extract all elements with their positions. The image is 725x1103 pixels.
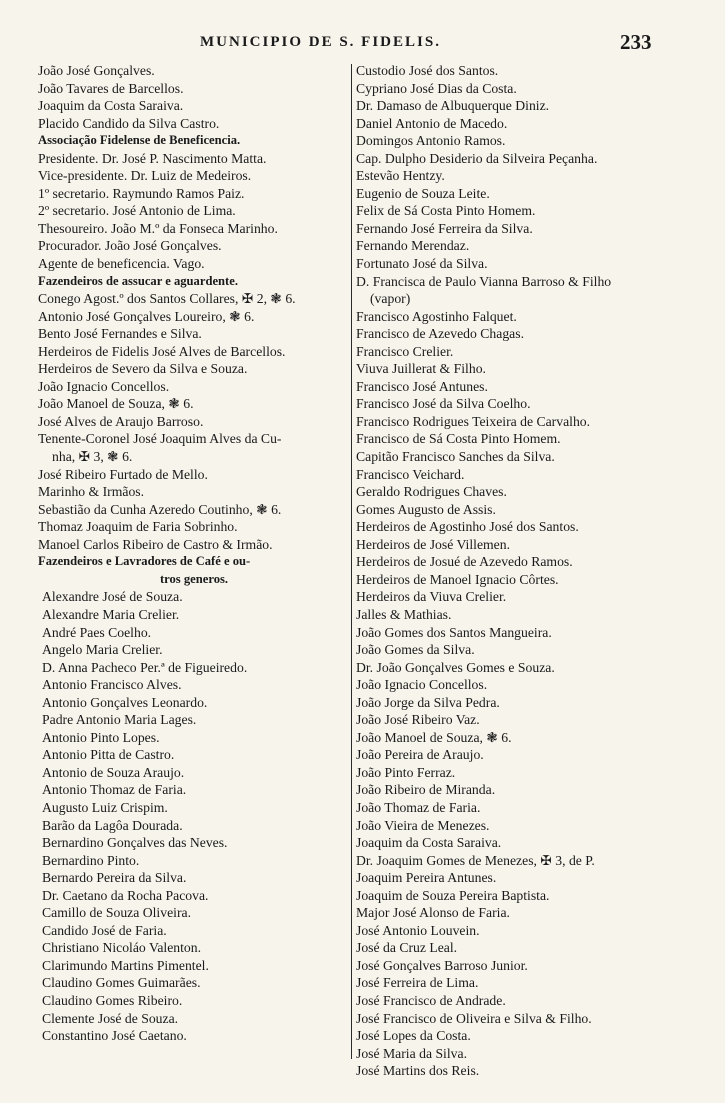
list-entry: Padre Antonio Maria Lages. (42, 712, 197, 728)
left-column (38, 62, 350, 1045)
list-entry: Joaquim da Costa Saraiva. (356, 835, 502, 851)
list-entry: Joaquim Pereira Antunes. (356, 870, 497, 886)
list-entry: Joaquim de Souza Pereira Baptista. (356, 887, 550, 903)
list-entry: Herdeiros de Josué de Azevedo Ramos. (356, 554, 573, 570)
list-entry: Francisco de Azevedo Chagas. (356, 326, 524, 342)
list-entry: José Francisco de Oliveira e Silva & Filho. (356, 1010, 592, 1026)
list-entry: Herdeiros de Manoel Ignacio Côrtes. (356, 571, 559, 587)
page-number: 233 (620, 30, 652, 54)
section-heading: tros generos. (159, 571, 229, 586)
page-title: MUNICIPIO DE S. FIDELIS. (200, 34, 441, 50)
list-entry: Clemente José de Souza. (42, 1010, 179, 1026)
list-entry: Geraldo Rodrigues Chaves. (356, 484, 507, 500)
list-entry: Cap. Dulpho Desiderio da Silveira Peçanha. (356, 150, 598, 166)
list-entry: Dr. Damaso de Albuquerque Diniz. (356, 98, 550, 114)
list-entry: Fernando José Ferreira da Silva. (356, 220, 533, 236)
list-entry: Daniel Antonio de Macedo. (356, 115, 508, 131)
list-entry: Francisco de Sá Costa Pinto Homem. (356, 431, 561, 447)
column-divider (351, 64, 352, 1059)
list-entry: João Ribeiro de Miranda. (356, 782, 496, 798)
list-entry: Francisco José da Silva Coelho. (356, 396, 531, 412)
list-entry: Thomaz Joaquim de Faria Sobrinho. (38, 519, 238, 535)
list-entry: Claudino Gomes Ribeiro. (42, 992, 183, 1008)
page-header (0, 30, 725, 60)
list-entry: Francisco Crelier. (356, 343, 454, 359)
list-entry: Francisco Rodrigues Teixeira de Carvalho. (356, 413, 591, 429)
list-entry: João Pinto Ferraz. (356, 764, 456, 780)
list-entry: Fortunato José da Silva. (356, 256, 488, 272)
list-entry: 2º secretario. José Antonio de Lima. (38, 203, 236, 219)
section-heading: Associação Fidelense de Beneficencia. (38, 133, 241, 148)
list-entry: Herdeiros de José Villemen. (356, 536, 511, 552)
list-entry: João Gomes da Silva. (356, 642, 475, 658)
list-entry: Jalles & Mathias. (356, 606, 452, 622)
list-entry: Antonio Thomaz de Faria. (42, 782, 187, 798)
list-entry: João Manoel de Souza, ❃ 6. (356, 729, 512, 745)
list-entry: João Gomes dos Santos Mangueira. (356, 624, 552, 640)
list-entry: Claudino Gomes Guimarães. (42, 975, 201, 991)
list-entry-continuation: nha, ✠ 3, ❃ 6. (52, 449, 133, 465)
list-entry: Domingos Antonio Ramos. (356, 133, 506, 149)
list-entry: José Antonio Louvein. (356, 922, 480, 938)
list-entry: Thesoureiro. João M.º da Fonseca Marinho. (38, 220, 278, 236)
list-entry: Viuva Juillerat & Filho. (356, 361, 486, 377)
list-entry: Angelo Maria Crelier. (42, 642, 163, 658)
list-entry: Bernardino Gonçalves das Neves. (42, 835, 228, 851)
list-entry: Tenente-Coronel José Joaquim Alves da Cu- (38, 431, 282, 447)
list-entry: Bernardo Pereira da Silva. (42, 870, 187, 886)
list-entry: Vice-presidente. Dr. Luiz de Medeiros. (38, 168, 252, 184)
list-entry: Dr. Joaquim Gomes de Menezes, ✠ 3, de P. (356, 852, 595, 868)
list-entry: Antonio Pinto Lopes. (42, 729, 160, 745)
list-entry: José Gonçalves Barroso Junior. (356, 957, 528, 973)
list-entry: Sebastião da Cunha Azeredo Coutinho, ❃ 6. (38, 501, 282, 517)
list-entry: João José Ribeiro Vaz. (356, 712, 480, 728)
list-entry: João Pereira de Araujo. (356, 747, 484, 763)
list-entry: Agente de beneficencia. Vago. (38, 256, 205, 272)
list-entry: Major José Alonso de Faria. (356, 905, 510, 921)
list-entry: Dr. João Gonçalves Gomes e Souza. (356, 659, 555, 675)
list-entry: Herdeiros de Fidelis José Alves de Barcellos. (38, 343, 286, 359)
list-entry: Francisco Veichard. (356, 466, 465, 482)
list-entry: Bento José Fernandes e Silva. (38, 326, 202, 342)
list-entry: José Martins dos Reis. (356, 1063, 480, 1079)
list-entry: Antonio Gonçalves Leonardo. (42, 694, 208, 710)
list-entry: João Vieira de Menezes. (356, 817, 490, 833)
list-entry: João José Gonçalves. (38, 63, 155, 78)
list-entry: Custodio José dos Santos. (356, 63, 499, 78)
list-entry: Procurador. João José Gonçalves. (38, 238, 222, 254)
list-entry: Joaquim da Costa Saraiva. (38, 98, 184, 114)
list-entry: Bernardino Pinto. (42, 852, 140, 868)
list-entry: Francisco José Antunes. (356, 378, 488, 394)
right-column (356, 62, 696, 1080)
list-entry: Alexandre Maria Crelier. (42, 606, 180, 622)
list-entry: Marinho & Irmãos. (38, 484, 145, 500)
list-entry: João Tavares de Barcellos. (38, 80, 184, 96)
list-entry: José Francisco de Andrade. (356, 992, 506, 1008)
list-entry: Dr. Caetano da Rocha Pacova. (42, 887, 209, 903)
list-entry: Candido José de Faria. (42, 922, 167, 938)
list-entry: João Ignacio Concellos. (38, 378, 170, 394)
list-entry: José Ribeiro Furtado de Mello. (38, 466, 208, 482)
list-entry: João Thomaz de Faria. (356, 799, 481, 815)
list-entry: José Lopes da Costa. (356, 1028, 471, 1044)
list-entry: D. Francisca de Paulo Vianna Barroso & Filho (356, 273, 612, 289)
list-entry: Fernando Merendaz. (356, 238, 470, 254)
list-entry: Christiano Nicoláo Valenton. (42, 940, 202, 956)
list-entry: José Maria da Silva. (356, 1045, 467, 1061)
list-entry: Antonio Francisco Alves. (42, 677, 182, 693)
list-entry: João Manoel de Souza, ❃ 6. (38, 396, 194, 412)
list-entry: Barão da Lagôa Dourada. (42, 817, 183, 833)
list-entry: Herdeiros da Viuva Crelier. (356, 589, 507, 605)
list-entry: D. Anna Pacheco Per.ª de Figueiredo. (42, 659, 248, 675)
list-entry: Conego Agost.º dos Santos Collares, ✠ 2, ❃ 6. (38, 291, 296, 307)
list-entry: Gomes Augusto de Assis. (356, 501, 496, 517)
list-entry: Augusto Luiz Crispim. (42, 799, 168, 815)
list-entry: José da Cruz Leal. (356, 940, 458, 956)
list-entry: Capitão Francisco Sanches da Silva. (356, 449, 555, 465)
list-entry: Antonio Pitta de Castro. (42, 747, 175, 763)
list-entry: Estevão Hentzy. (356, 168, 445, 184)
list-entry: Presidente. Dr. José P. Nascimento Matta. (38, 150, 267, 166)
list-entry: José Alves de Araujo Barroso. (38, 413, 204, 429)
list-entry: Camillo de Souza Oliveira. (42, 905, 192, 921)
list-entry: 1º secretario. Raymundo Ramos Paiz. (38, 185, 245, 201)
section-heading: Fazendeiros e Lavradores de Café e ou- (38, 554, 251, 569)
list-entry: Francisco Agostinho Falquet. (356, 308, 517, 324)
list-entry: Cypriano José Dias da Costa. (356, 80, 517, 96)
list-entry: Clarimundo Martins Pimentel. (42, 957, 209, 973)
list-entry: Herdeiros de Severo da Silva e Souza. (38, 361, 248, 377)
list-entry: Placido Candido da Silva Castro. (38, 115, 220, 131)
list-entry: Felix de Sá Costa Pinto Homem. (356, 203, 536, 219)
list-entry: João Jorge da Silva Pedra. (356, 694, 500, 710)
list-entry: Antonio de Souza Araujo. (42, 764, 185, 780)
list-entry: André Paes Coelho. (42, 624, 152, 640)
list-entry: Constantino José Caetano. (42, 1028, 187, 1044)
list-entry: João Ignacio Concellos. (356, 677, 488, 693)
list-entry: Manoel Carlos Ribeiro de Castro & Irmão. (38, 536, 273, 552)
list-entry: Antonio José Gonçalves Loureiro, ❃ 6. (38, 308, 255, 324)
list-entry-continuation: (vapor) (370, 291, 411, 307)
list-entry: José Ferreira de Lima. (356, 975, 479, 991)
list-entry: Alexandre José de Souza. (42, 589, 183, 605)
list-entry: Eugenio de Souza Leite. (356, 185, 490, 201)
list-entry: Herdeiros de Agostinho José dos Santos. (356, 519, 579, 535)
section-heading: Fazendeiros de assucar e aguardente. (38, 273, 238, 288)
